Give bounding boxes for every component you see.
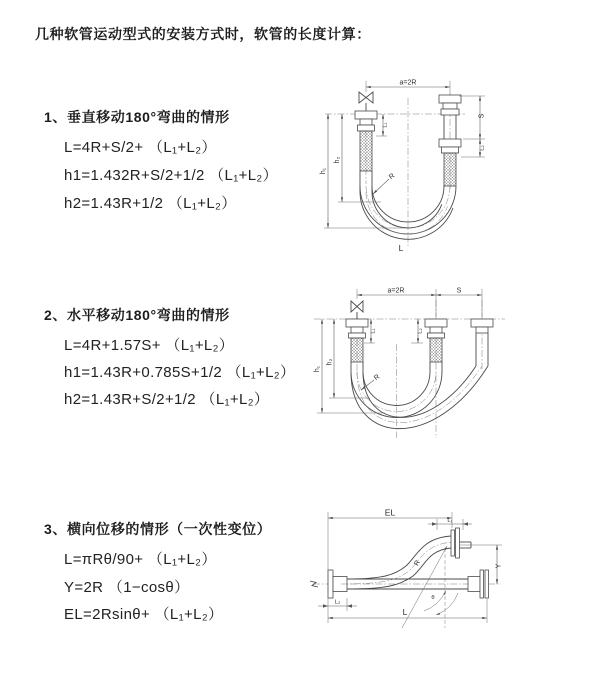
- valve-symbol: [351, 301, 363, 319]
- section-1-heading: 1、垂直移动180°弯曲的情形: [44, 109, 230, 125]
- dimension-l-total: [328, 599, 487, 623]
- label-y: Y: [495, 563, 503, 569]
- label-l: L: [402, 607, 408, 617]
- radius-and-angle: [402, 546, 458, 628]
- label-r: R: [388, 172, 397, 182]
- hose-u-bend-arcs: [351, 366, 488, 429]
- dimension-l1: [428, 518, 472, 530]
- dimension-y: [496, 545, 503, 584]
- label-l1: L₁: [447, 518, 453, 524]
- section-1-formula-h2: h2=1.43R+1/2 （L₁+L₂）: [64, 195, 237, 212]
- dimension-l2: [411, 319, 424, 343]
- label-l-total: L: [398, 243, 404, 253]
- label-h1: h₁: [320, 167, 327, 175]
- label-l1: L₁: [382, 122, 389, 128]
- label-l2: L₂: [479, 145, 486, 151]
- dimension-a-2r: [366, 80, 450, 96]
- label-s: S: [478, 113, 486, 119]
- label-h2: h₂: [326, 358, 334, 366]
- page-title: 几种软管运动型式的安装方式时，软管的长度计算：: [35, 26, 371, 42]
- label-el: EL: [384, 507, 396, 518]
- section-1-formula-h1: h1=1.432R+S/2+1/2 （L₁+L₂）: [64, 167, 278, 184]
- dimension-a-2r: [357, 288, 436, 318]
- label-theta: θ: [431, 595, 435, 601]
- diagram-horizontal-180-bend: [300, 286, 592, 456]
- dimension-h2: [327, 319, 371, 398]
- dimension-s: [436, 288, 482, 318]
- label-l1: L₁: [370, 328, 377, 334]
- section-2-formula-h1: h1=1.43R+0.785S+1/2 （L₁+L₂）: [64, 364, 296, 381]
- valve-symbol: [359, 92, 373, 111]
- section-2-formula-L: L=4R+1.57S+ （L₁+L₂）: [64, 337, 235, 354]
- label-a-2r: a=2R: [399, 79, 417, 87]
- section-3-formula-EL: EL=2Rsinθ+ （L₁+L₂）: [64, 606, 224, 623]
- diagram-lateral-displacement: [305, 498, 595, 653]
- label-a-2r: a=2R: [387, 287, 405, 295]
- section-1-formula-L: L=4R+S/2+ （L₁+L₂）: [64, 139, 217, 156]
- label-h1: h₁: [314, 365, 321, 373]
- label-r: R: [373, 373, 382, 383]
- diagram-vertical-180-bend: [313, 74, 578, 254]
- left-hose-end-fitting: [355, 111, 377, 192]
- dimension-l2: [318, 598, 357, 611]
- radius-callout: [373, 172, 396, 194]
- label-s: S: [456, 287, 462, 295]
- label-l2: L₂: [334, 599, 341, 606]
- upper-flange-fitting: [451, 528, 502, 558]
- dimension-l2: [461, 139, 486, 157]
- section-3-formula-L: L=πRθ/90+ （L₁+L₂）: [64, 551, 217, 568]
- section-3-heading: 3、横向位移的情形（一次性变位）: [44, 521, 272, 537]
- section-2-heading: 2、水平移动180°弯曲的情形: [44, 307, 230, 323]
- dimension-s: [459, 96, 486, 139]
- right-hose-end-fitting: [439, 95, 461, 186]
- section-3-formula-Y: Y=2R （1−cosθ）: [64, 579, 190, 596]
- label-h2: h₂: [334, 156, 341, 164]
- label-l2: L₂: [417, 328, 424, 334]
- section-2-formula-h2: h2=1.43R+S/2+1/2 （L₁+L₂）: [64, 391, 270, 408]
- dimension-l1: [376, 114, 389, 136]
- label-r: R: [413, 559, 422, 568]
